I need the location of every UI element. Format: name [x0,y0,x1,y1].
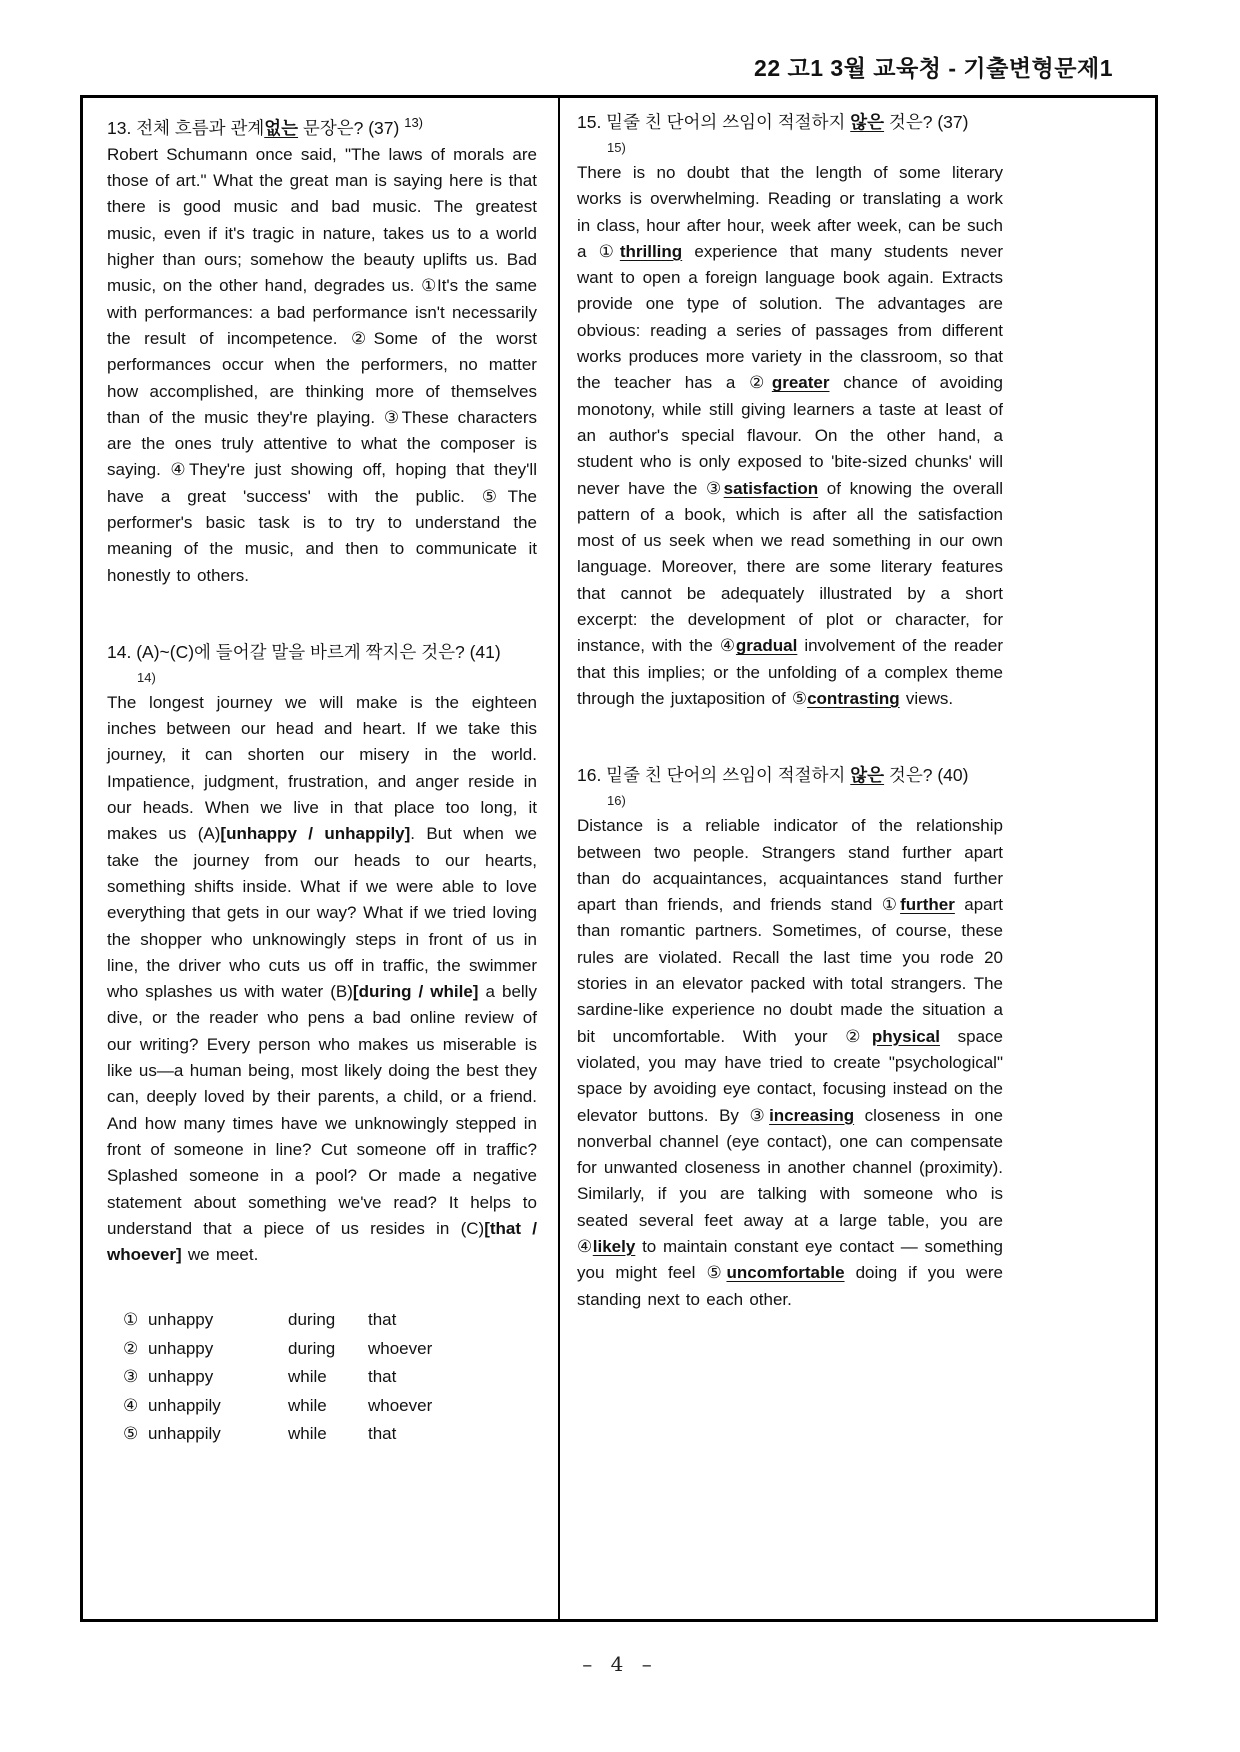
choice-row-1 [123,1306,537,1335]
right-column [558,98,1155,1619]
choice-word-c: that [368,1367,397,1387]
question-16-passage: Distance is a reliable indicator of the relationship between two people. Strangers stand further apart than do acquaintances, acquaintances stand further apart than friends, and friends stand ①further apart than romantic partners. Sometimes, of course, these rules are violated. Recall the last time you rode 20 stories in an elevator packed with total strangers. The sardine-like experience no doubt made the situation a bit uncomfortable. With your ②physical space violated, you may have tried to create "psychological" space by avoiding eye contact, focusing instead on the elevator buttons. By ③increasing closeness in one nonverbal channel (eye contact), one can compensate for unwanted closeness in another channel (proximity). Similarly, if you are talking with someone who is seated several feet away at a large table, you are ④likely to maintain constant eye contact — something you might feel ⑤uncomfortable doing if you were standing next to each other. [576,816,1004,1309]
choice-word-a: unhappy [148,1367,214,1387]
choice-word-c: whoever [368,1395,433,1415]
choice-word-c: that [368,1424,397,1444]
question-15-passage: There is no doubt that the length of some literary works is overwhelming. Reading or translating a work in class, hour after hour, week after week, can be such a ①thrilling experience that many students never want to open a foreign language book again. Extracts provide one type of solution. The advantages are obvious: reading a series of passages from different works produces more variety in the classroom, so that the teacher has a ②greater chance of avoiding monotony, while still giving learners a taste at least of an author's special flavour. On the other hand, a student who is only exposed to 'bite-sized chunks' will never have the ③satisfaction of knowing the overall pattern of a book, which is after all the satisfaction most of us seek when we read something in our own language. Moreover, there are some literary features that cannot be adequately illustrated by a short excerpt: the development of plot or character, for instance, with the ④gradual involvement of the reader that this implies; or the unfolding of a complex theme through the juxtaposition of ⑤contrasting views. [576,163,1004,708]
choice-marker: ⑤ [123,1424,139,1444]
choice-row-4 [123,1392,537,1421]
question-15 [577,109,1003,712]
question-14-footnote: 14) [137,669,156,685]
choice-word-c: whoever [368,1338,433,1358]
question-15-footnote: 15) [606,140,626,155]
choice-word-b: during [288,1338,336,1358]
choice-word-a: unhappily [148,1395,221,1415]
choice-marker: ② [123,1338,139,1358]
choice-word-b: while [288,1367,327,1387]
question-14-choices [123,1306,537,1449]
choice-marker: ① [123,1310,139,1330]
question-16-prompt: 16. 밑줄 친 단어의 쓰임이 적절하지 않은 것은? (40) [576,765,969,786]
question-16-footnote: 16) [606,793,626,809]
question-15-prompt: 15. 밑줄 친 단어의 쓰임이 적절하지 않은 것은? (37) [576,112,969,132]
question-14-passage: The longest journey we will make is the eighteen inches between our head and heart. If we take this journey, it can shorten our misery in the world. Impatience, judgment, frustration, and anger reside in our heads. When we live in that place too long, it makes us (A)[unhappy / unhappily]. But when we take the journey from our heads to our hearts, something shifts inside. What if we were able to love everything that gets in our way? What if we tried loving the shopper who unknowingly steps in front of us in line, the driver who cuts us off in traffic, the swimmer who splashes us with water (B)[during / while] a belly dive, or the reader who pens a bad online review of our writing? Every person who makes us miserable is like us—a human being, most likely doing the best they can, deeply loved by their parents, a child, or a friend. And how many times have we unknowingly stepped in front of someone in line? Cut someone off in traffic? Splashed someone in a pool? Or made a negative statement about something we've read? It helps to understand that a piece of us resides in (C)[that / whoever] we meet. [107,692,537,1265]
question-13-passage: Robert Schumann once said, "The laws of morals are those of art." What the great man is saying here is that there is good music and bad music. The greatest music, even if it's tragic in nature, takes us to a world higher than ours; somehow the beauty uplifts us. Bad music, on the other hand, degrades us. ①It's the same with performances: a bad performance isn't necessarily the result of incompetence. ②Some of the worst performances occur when the performers, no matter how accomplished, are thinking more of themselves than of the music they're playing. ③These characters are the ones truly attentive to what the composer is saying. ④They're just showing off, hoping that they'll have a great 'success' with the public. ⑤The performer's basic task is to try to understand the meaning of the music, and then to communicate it honestly to others. [107,144,537,585]
choice-word-a: unhappily [148,1424,221,1444]
choice-word-a: unhappy [148,1338,214,1358]
choice-row-2 [123,1335,537,1364]
choice-word-b: during [288,1310,336,1330]
choice-marker: ③ [123,1367,139,1387]
page-header-title: 22 고1 3월 교육청 - 기출변형문제1 [754,55,1113,81]
choice-word-b: while [288,1395,327,1415]
choice-word-c: that [368,1310,397,1330]
choice-row-5 [123,1420,537,1449]
choice-word-a: unhappy [148,1310,214,1330]
question-16 [577,762,1003,1313]
choice-marker: ④ [123,1395,139,1415]
question-13 [107,109,537,589]
question-14-prompt: 14. (A)~(C)에 들어갈 말을 바르게 짝지은 것은? (41) [107,641,501,662]
exam-sheet [80,95,1158,1622]
choice-word-b: while [288,1424,327,1444]
left-column [83,98,558,1619]
question-13-prompt: 13. 전체 흐름과 관계없는 문장은? (37) $^{13)}$ [107,115,424,138]
page-number: – 4 – [582,1652,658,1676]
choice-row-3 [123,1363,537,1392]
question-14 [107,639,537,1449]
